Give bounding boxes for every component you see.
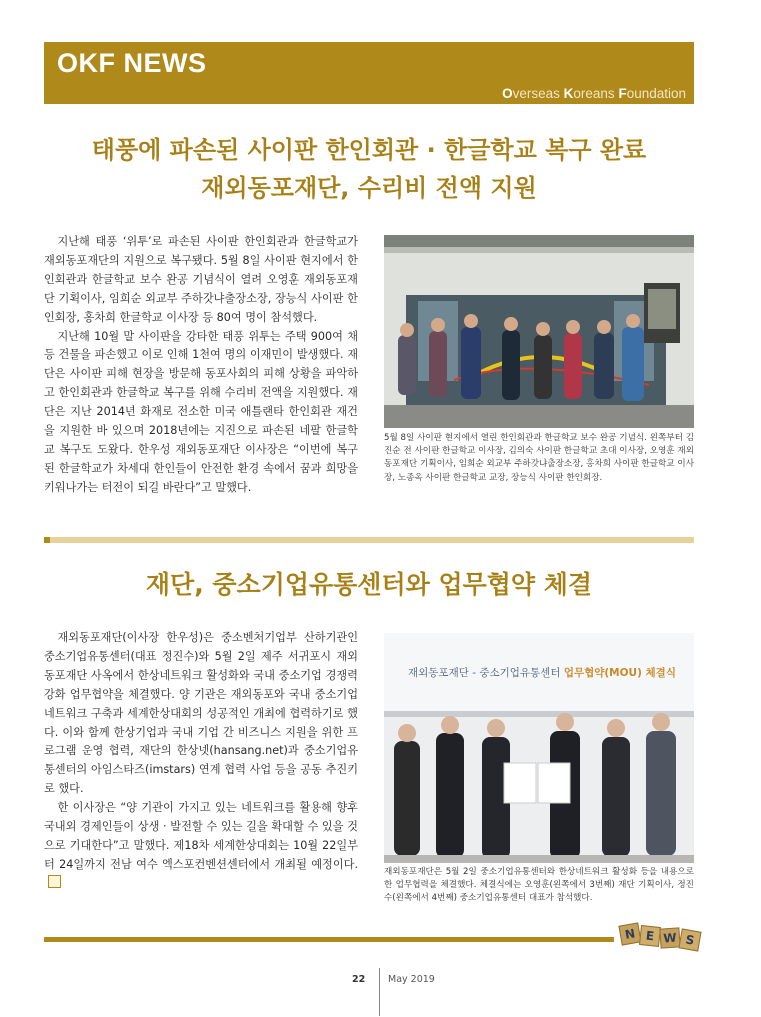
article2-headline: 재단, 중소기업유통센터와 업무협약 체결	[145, 570, 593, 599]
article1-headline: 태풍에 파손된 사이판 한인회관 · 한글학교 복구 완료 재외동포재단, 수리비 전액 지원	[91, 136, 647, 202]
footer-divider	[379, 968, 380, 1016]
section-divider	[44, 937, 614, 942]
article2-photo	[384, 633, 694, 863]
article1-body	[44, 233, 358, 498]
section-subtitle: Overseas Koreans Foundation	[502, 86, 686, 101]
article2-paragraph: 재외동포재단(이사장 한우성)은 중소벤처기업부 산하기관인 중소기업유통센터(대표 정진수)와 5월 2일 제주 서귀포시 재외동포재단 사옥에서 한상네트워크 활성화와 국내 중소기업 경쟁력 강화 업무협약을 체결했다. 양 기관은 재외동포와 국내 중소기업 네트워크 구축과 세계한상대회의 성공적인 개최에 협력하기로 했다. 이와 함께 한상기업과 국내 기업 간 비즈니스 지원을 위한 프로그램 운영 협력, 재단의 한상넷(hansang.net)과 중소기업유통센터의 아임스타즈(imstars) 연계 협력 사업 등을 공동 추진키로 했다.	[44, 631, 358, 796]
article1-caption: 5월 8일 사이판 현지에서 열린 한인회관과 한글학교 보수 완공 기념식. 왼쪽부터 김진순 전 사이판 한글학교 이사장, 김의숙 사이판 한글학교 초대 이사장, 오영훈 재외동포재단 기획이사, 임희순 외교부 주하갓냐출장소장, 홍차희 사이판 한글학교 이사장, 노종옥 사이판 한글학교 교장, 장능식 사이판 한인회장.	[384, 433, 694, 483]
mou-banner: 재외동포재단 - 중소기업유통센터 업무협약(MOU) 체결식	[408, 667, 676, 679]
page-number: 22	[352, 974, 366, 985]
section-title: OKF NEWS	[57, 48, 207, 78]
article1-photo	[384, 235, 694, 428]
issue-date: May 2019	[388, 974, 435, 985]
end-mark-icon	[48, 875, 61, 888]
section-header	[44, 42, 694, 104]
news-logo: N E W S	[618, 912, 702, 952]
section-divider	[44, 537, 694, 543]
article1-paragraph: 지난해 10월 말 사이판을 강타한 태풍 위투는 주택 900여 채 등 건물을 파손했고 이로 인해 1천여 명의 이재민이 발생했다. 재단은 사이판 피해 현장을 방문해 동포사회의 피해 상황을 파악하고 한인회관과 한글학교 복구를 위해 수리비 전액을 지원했다. 재단은 지난 2014년 화재로 전소한 미국 애틀랜타 한인회관 재건을 지원한 바 있으며 2018년에는 지진으로 파손된 네팔 한글학교 복구도 도왔다. 한우성 재외동포재단 이사장은 “이번에 복구된 한글학교가 차세대 한인들이 안전한 환경 속에서 꿈과 희망을 키워나가는 터전이 되길 바란다”고 말했다.	[44, 329, 358, 494]
article2-body	[44, 629, 358, 894]
article2-caption: 재외동포재단은 5월 2일 중소기업유통센터와 한상네트워크 활성화 등을 내용으로 한 업무협력을 체결했다. 체결식에는 오영훈(왼쪽에서 3번째) 재단 기획이사, 정진수(왼쪽에서 4번째) 중소기업유통센터 대표가 참석했다.	[384, 867, 694, 904]
article1-paragraph: 지난해 태풍 ‘위투’로 파손된 사이판 한인회관과 한글학교가 재외동포재단의 지원으로 복구됐다. 5월 8일 사이판 현지에서 한인회관과 한글학교 보수 완공 기념식이 열려 오영훈 재외동포재단 기획이사, 임희순 외교부 주하갓냐출장소장, 장능식 사이판 한인회장, 홍차희 한글학교 이사장 등 80여 명이 참석했다.	[44, 235, 358, 324]
article2-paragraph: 한 이사장은 “양 기관이 가지고 있는 네트워크를 활용해 향후 국내외 경제인들이 상생 · 발전할 수 있는 길을 확대할 수 있을 것으로 기대한다”고 말했다. 제18차 세계한상대회는 10월 22일부터 24일까지 전남 여수 엑스포컨벤션센터에서 개최될 예정이다.	[44, 799, 358, 894]
